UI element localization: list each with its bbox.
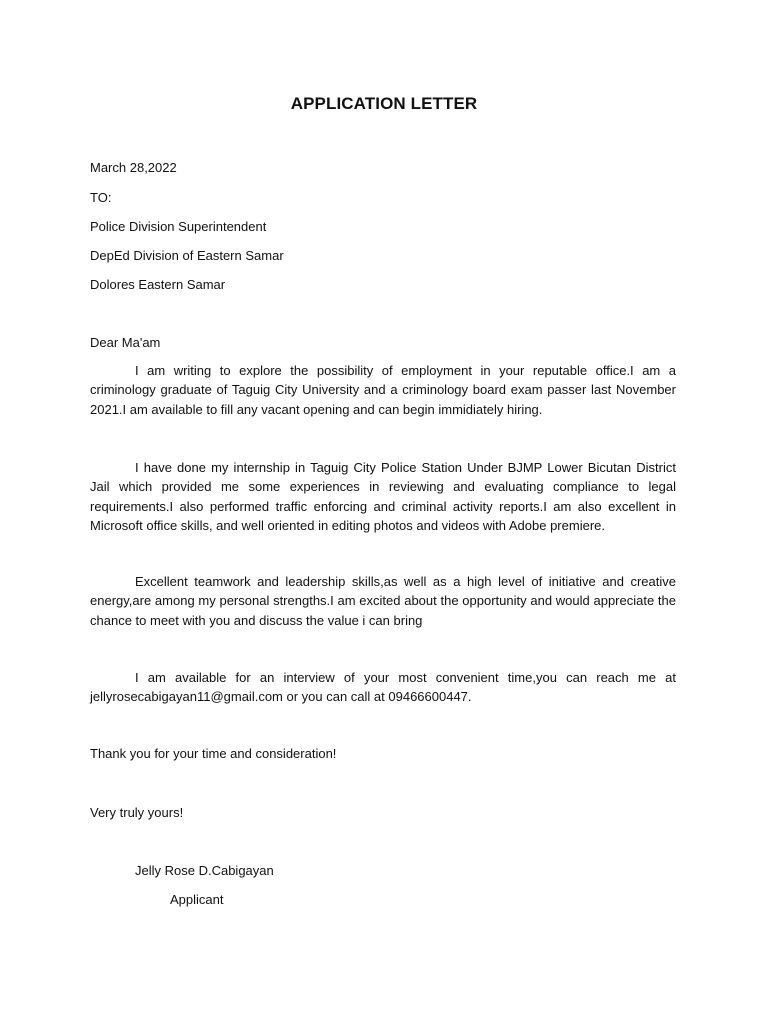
to-label: TO: [90,190,112,205]
body-paragraph-4: I am available for an interview of your most convenient time,you can reach me at jellyrosecabigayan11@gmail.com or you can call at 09466600447. [90,670,676,705]
salutation: Dear Ma'am [90,335,161,350]
letter-title: APPLICATION LETTER [290,94,478,113]
closing-line: Very truly yours! [90,805,184,820]
recipient-line-3: Dolores Eastern Samar [90,277,226,292]
thanks-line: Thank you for your time and consideration! [90,746,337,761]
recipient-line-2: DepEd Division of Eastern Samar [90,248,284,263]
body-paragraph-2: I have done my internship in Taguig City Police Station Under BJMP Lower Bicutan District Jail which provided me some experiences in reviewing and evaluating compliance to legal requirements.I also performed traffic enforcing and criminal activity reports.I am also excellent in Microsoft office skills, and well oriented in editing photos and videos with Adobe premiere. [90,460,676,533]
recipient-line-1: Police Division Superintendent [90,219,267,234]
signature-name: Jelly Rose D.Cabigayan [135,863,274,878]
letter-date: March 28,2022 [90,160,177,175]
signature-title: Applicant [170,892,224,907]
body-paragraph-3: Excellent teamwork and leadership skills,as well as a high level of initiative and creative energy,are among my personal strengths.I am excited about the opportunity and would appreciate the chance to meet with you and discuss the value i can bring [90,574,676,628]
body-paragraph-1: I am writing to explore the possibility of employment in your reputable office.I am a criminology graduate of Taguig City University and a criminology board exam passer last November 2021.I am available to fill any vacant opening and can begin immidiately hiring. [90,363,676,417]
